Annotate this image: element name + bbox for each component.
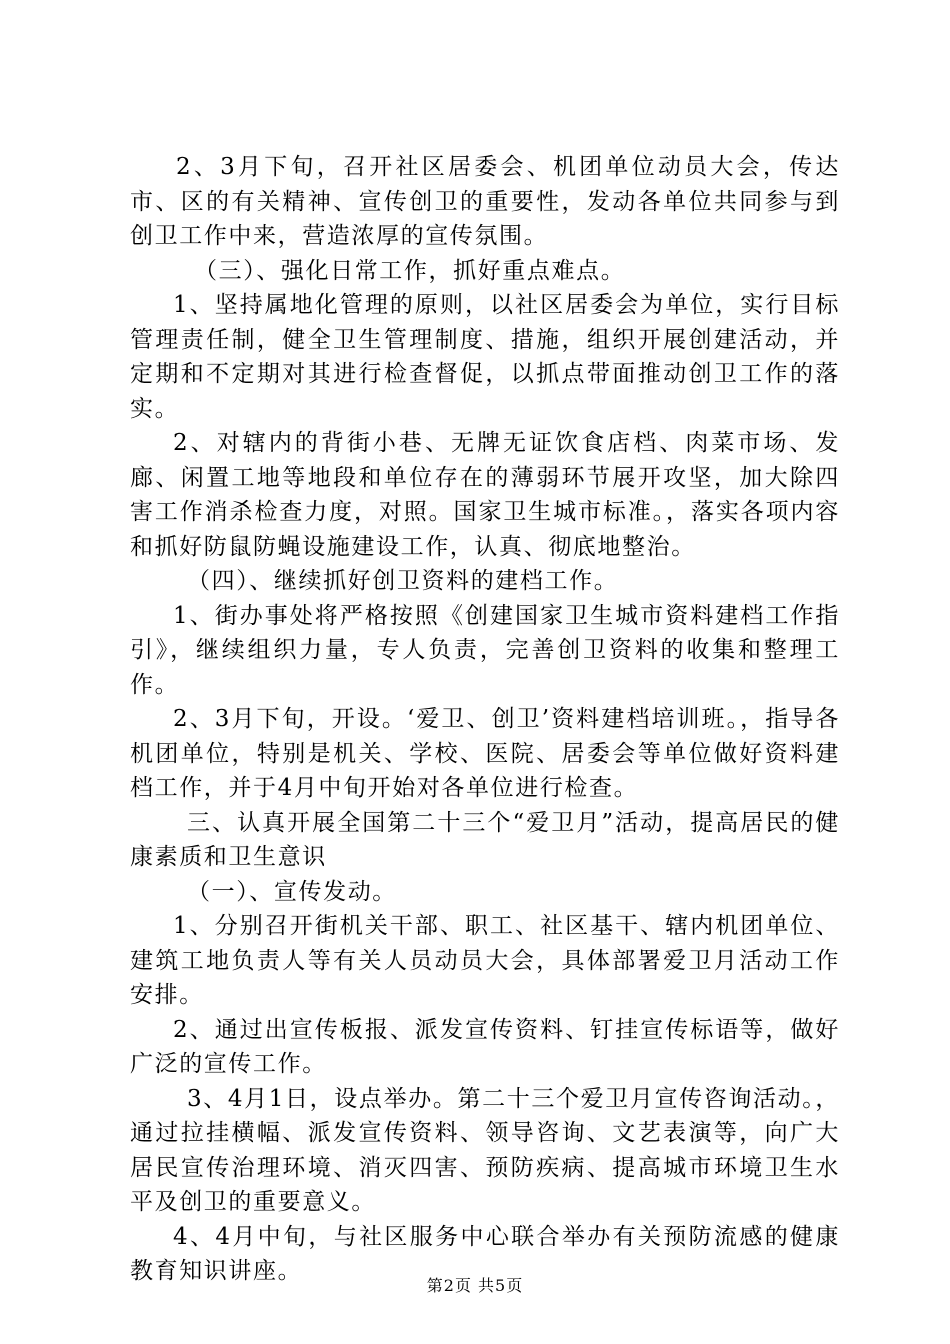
paragraph: 3、4月1日，设点举办。第二十三个爱卫月宣传咨询活动。，通过拉挂横幅、派发宣传资料、领导咨询、文艺表演等，向广大居民宣传治理环境、消灭四害、预防疾病、提高城市环境卫生水平及创卫的重要意义。 <box>130 1085 840 1215</box>
paragraph: 2、3月下旬，召开社区居委会、机团单位动员大会，传达市、区的有关精神、宣传创卫的重要性，发动各单位共同参与到创卫工作中来，营造浓厚的宣传氛围。 <box>130 154 840 249</box>
paragraph: 1、街办事处将严格按照《创建国家卫生城市资料建档工作指引》，继续组织力量，专人负责，完善创卫资料的收集和整理工作。 <box>130 602 840 698</box>
page-number: 第2页 共5页 <box>426 1276 524 1295</box>
section-heading: （三）、强化日常工作，抓好重点难点。 <box>194 257 626 284</box>
paragraph: 2、对辖内的背街小巷、无牌无证饮食店档、肉菜市场、发廊、闲置工地等地段和单位存在的薄弱环节展开攻坚，加大除四害工作消杀检查力度，对照。国家卫生城市标准。，落实各项内容和抓好防鼠防蝇设施建设工作，认真、彻底地整治。 <box>130 430 840 560</box>
paragraph: 1、分别召开街机关干部、职工、社区基干、辖内机团单位、建筑工地负责人等有关人员动员大会，具体部署爱卫月活动工作安排。 <box>130 913 840 1008</box>
paragraph: 2、通过出宣传板报、派发宣传资料、钉挂宣传标语等，做好广泛的宣传工作。 <box>130 1016 840 1077</box>
paragraph: 1、坚持属地化管理的原则，以社区居委会为单位，实行目标管理责任制，健全卫生管理制度、措施，组织开展创建活动，并定期和不定期对其进行检查督促，以抓点带面推动创卫工作的落实。 <box>130 292 840 422</box>
paragraph: 2、3月下旬，开设。‘爱卫、创卫’资料建档培训班。，指导各机团单位，特别是机关、学校、医院、居委会等单位做好资料建档工作，并于4月中旬开始对各单位进行检查。 <box>130 706 840 801</box>
document-body <box>130 150 840 1289</box>
section-heading: 三、认真开展全国第二十三个“爱卫月”活动，提高居民的健康素质和卫生意识 <box>130 809 840 870</box>
section-heading: （四）、继续抓好创卫资料的建档工作。 <box>187 568 619 594</box>
section-heading: （一）、宣传发动。 <box>187 878 397 905</box>
paragraph: 4、4月中旬，与社区服务中心联合举办有关预防流感的健康教育知识讲座。 <box>130 1223 840 1284</box>
